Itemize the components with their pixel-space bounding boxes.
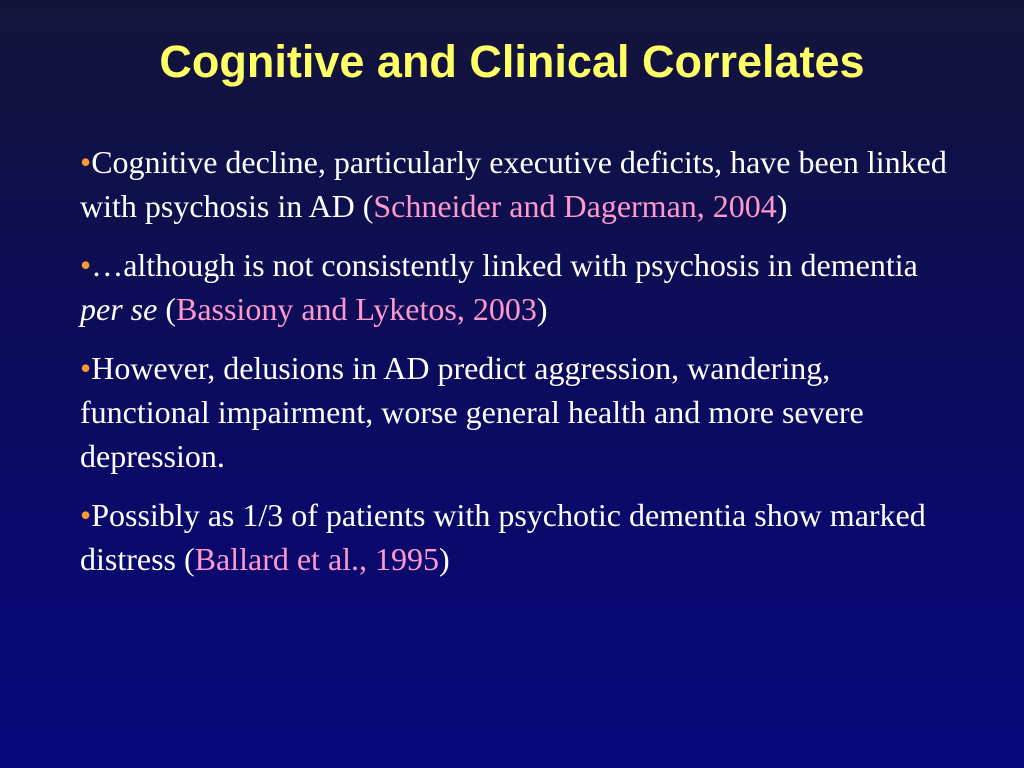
bullet-marker: • [80,144,92,180]
bullet-text: …although is not consistently linked with psychosis in dementia [91,247,918,283]
bullet-marker: • [80,350,92,386]
citation: Schneider and Dagerman, 2004 [373,188,777,224]
bullet-item-4 [80,493,960,581]
bullet-item-2 [80,243,960,331]
bullet-text: However, delusions in AD predict aggression, wandering, functional impairment, worse general health and more severe depression. [80,350,864,474]
bullet-text-mid: ( [157,291,176,327]
citation: Ballard et al., 1995 [194,541,440,577]
bullet-list [80,140,960,596]
bullet-text: Possibly as 1/3 of patients with psychotic dementia show marked distress ( [80,497,926,577]
bullet-text-end: ) [536,291,548,327]
bullet-marker: • [80,247,92,283]
bullet-text: Cognitive decline, particularly executive deficits, have been linked with psychosis in AD ( [80,144,947,224]
emphasis-text: per se [80,291,158,327]
citation: Bassiony and Lyketos, 2003 [175,291,537,327]
slide-title: Cognitive and Clinical Correlates [159,36,865,87]
bullet-text-end: ) [439,541,450,577]
bullet-item-3 [80,346,960,478]
bullet-marker: • [80,497,92,533]
bullet-text-end: ) [776,188,788,224]
bullet-item-1 [80,140,960,228]
